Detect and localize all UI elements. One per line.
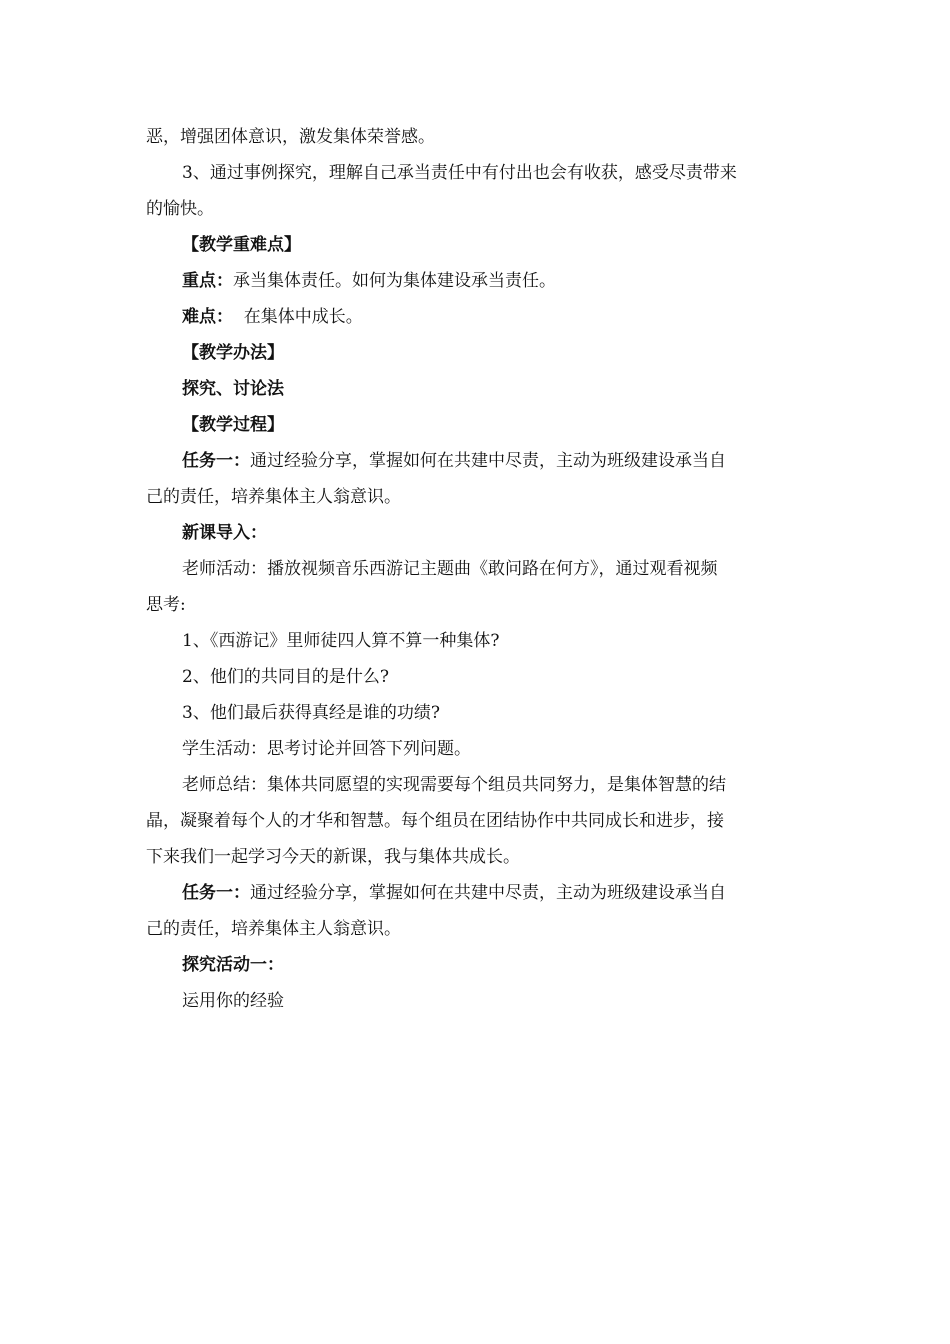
paragraph-teacher-summary-line2: 晶，凝聚着每个人的才华和智慧。每个组员在团结协作中共同成长和进步，接 [146,811,724,831]
key-point-label: 重点： [182,271,233,291]
paragraph-difficult-point [146,299,808,335]
paragraph-key-point [146,263,808,299]
heading-teaching-process: 【教学过程】 [182,415,284,435]
question-3: 3、他们最后获得真经是谁的功绩? [182,703,440,723]
difficult-point-text: 在集体中成长。 [233,307,363,327]
difficult-point-label: 难点： [182,307,233,327]
question-1: 1、《西游记》里师徒四人算不算一种集体? [182,631,500,651]
paragraph-goal-3-line1: 3、通过事例探究，理解自己承当责任中有付出也会有收获，感受尽责带来 [182,163,737,183]
paragraph-explore-text: 运用你的经验 [182,991,284,1011]
paragraph-task1-line2: 己的责任，培养集体主人翁意识。 [146,487,401,507]
heading-explore-activity-1: 探究活动一： [182,955,284,975]
paragraph-teacher-summary-line1: 老师总结：集体共同愿望的实现需要每个组员共同努力，是集体智慧的结 [182,775,726,795]
paragraph-goal-3-line2: 的愉快。 [146,199,214,219]
paragraph-task1-line1 [146,443,808,479]
task1b-label: 任务一： [182,883,250,903]
heading-lesson-intro: 新课导入： [182,523,267,543]
task1-text: 通过经验分享，掌握如何在共建中尽责，主动为班级建设承当自 [250,451,726,471]
paragraph-teacher-activity-line2: 思考: [146,595,186,615]
document-page [146,119,808,1019]
paragraph-teacher-summary-line3: 下来我们一起学习今天的新课，我与集体共成长。 [146,847,520,867]
paragraph-student-activity: 学生活动：思考讨论并回答下列问题。 [182,739,471,759]
key-point-text: 承当集体责任。如何为集体建设承当责任。 [233,271,556,291]
paragraph-goal-continuation: 恶，增强团体意识，激发集体荣誉感。 [146,127,435,147]
paragraph-methods: 探究、讨论法 [182,379,284,399]
paragraph-teacher-activity-line1: 老师活动：播放视频音乐西游记主题曲《敢问路在何方》，通过观看视频 [182,559,718,579]
paragraph-task1b-line1 [146,875,808,911]
paragraph-task1b-line2: 己的责任，培养集体主人翁意识。 [146,919,401,939]
heading-key-points: 【教学重难点】 [182,235,301,255]
heading-teaching-methods: 【教学办法】 [182,343,284,363]
question-2: 2、他们的共同目的是什么? [182,667,389,687]
task1b-text: 通过经验分享，掌握如何在共建中尽责，主动为班级建设承当自 [250,883,726,903]
task1-label: 任务一： [182,451,250,471]
